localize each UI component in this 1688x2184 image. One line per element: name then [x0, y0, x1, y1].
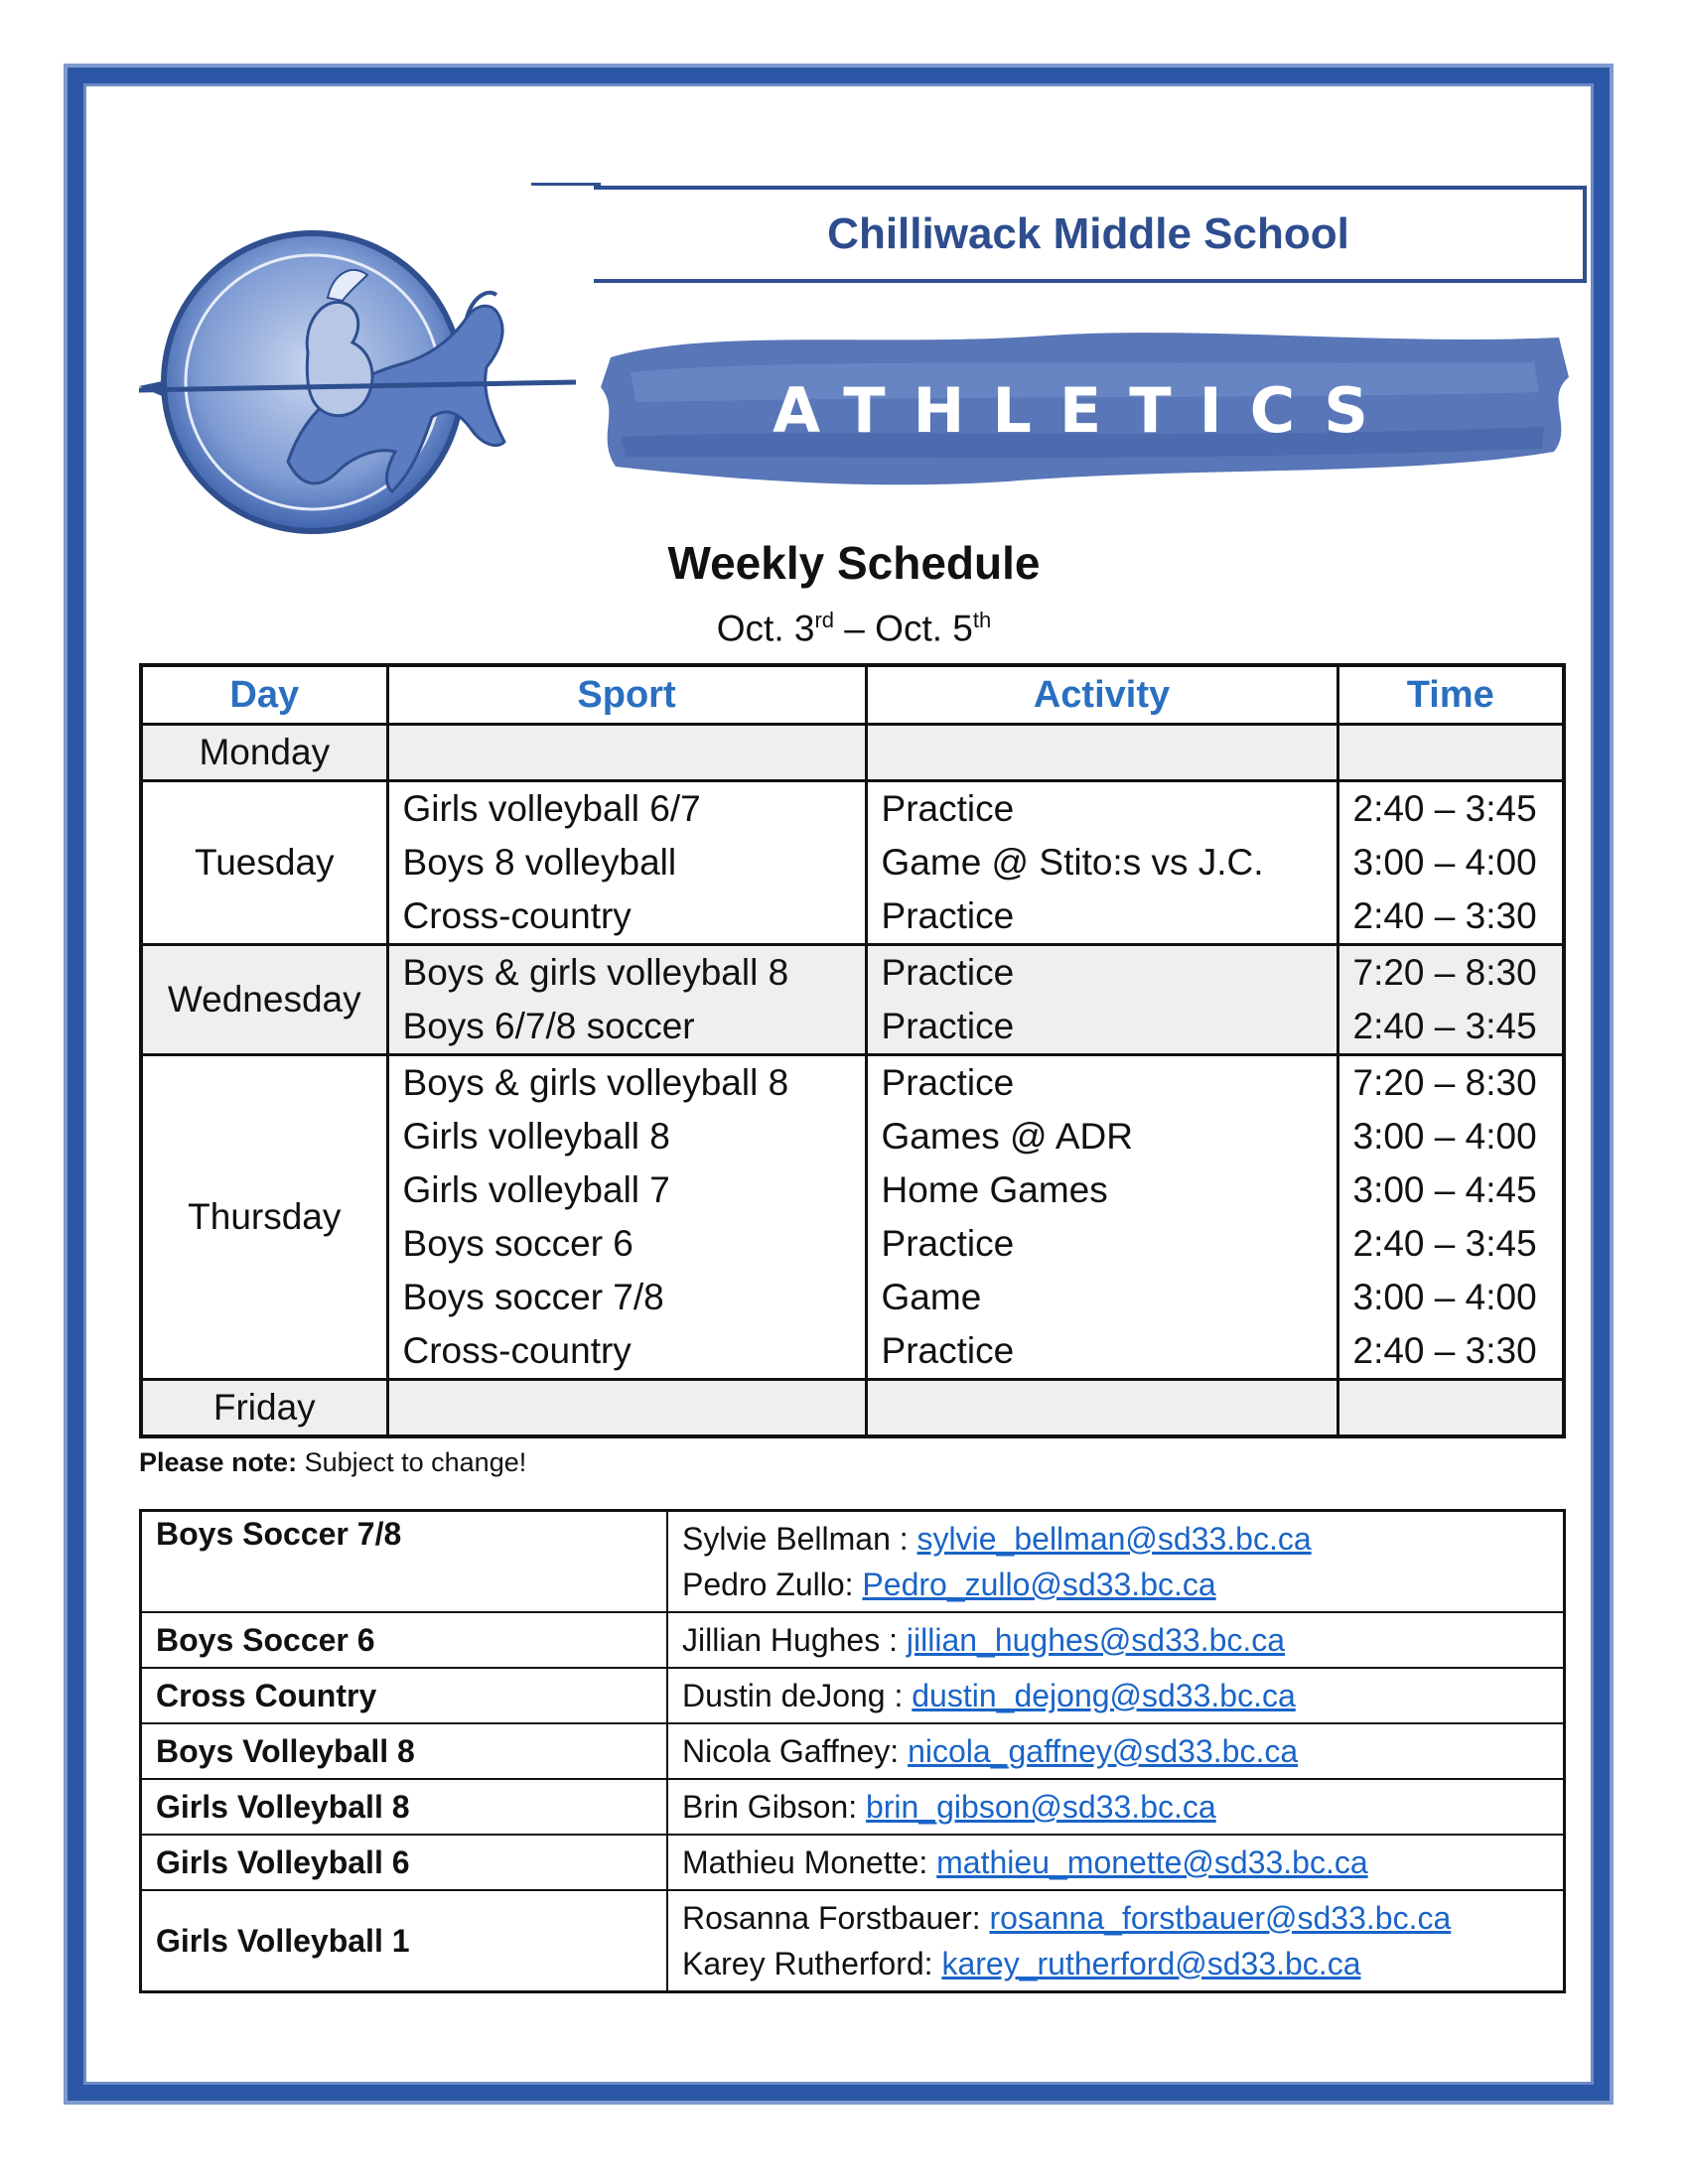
activity-label: Practice	[881, 952, 1015, 993]
activity-label: Home Games	[881, 1169, 1108, 1210]
sport-label: Boys 6/7/8 soccer	[402, 1006, 695, 1046]
coach-contacts	[667, 1612, 1565, 1668]
school-name-box	[594, 186, 1587, 283]
activity-label: Practice	[881, 1062, 1015, 1103]
time-label: 3:00 – 4:00	[1352, 1116, 1537, 1157]
coach-name: Sylvie Bellman :	[682, 1521, 917, 1557]
sport-label: Girls volleyball 7	[402, 1169, 670, 1210]
sport-label: Boys & girls volleyball 8	[402, 952, 789, 993]
coach-contacts	[667, 1890, 1565, 1992]
time-label: 3:00 – 4:45	[1352, 1169, 1537, 1210]
coach-email-link[interactable]: sylvie_bellman@sd33.bc.ca	[916, 1521, 1312, 1557]
team-name: Boys Volleyball 8	[141, 1723, 668, 1779]
schedule-row	[141, 781, 1564, 945]
team-name: Boys Soccer 7/8	[141, 1511, 668, 1613]
sport-cell	[387, 725, 866, 781]
coach-row	[141, 1668, 1565, 1723]
time-label: 7:20 – 8:30	[1352, 952, 1537, 993]
activity-cell	[866, 725, 1337, 781]
team-name: Boys Soccer 6	[141, 1612, 668, 1668]
coach-entry	[682, 1617, 1549, 1663]
team-name: Girls Volleyball 8	[141, 1779, 668, 1835]
header-time: Time	[1337, 665, 1564, 725]
coach-entry	[682, 1941, 1549, 1986]
coach-name: Pedro Zullo:	[682, 1567, 863, 1602]
sport-label: Boys 8 volleyball	[402, 842, 677, 883]
day-cell	[141, 945, 387, 1055]
sport-label: Boys soccer 6	[402, 1223, 633, 1264]
schedule-table	[139, 663, 1566, 1438]
coach-row	[141, 1612, 1565, 1668]
coach-name: Jillian Hughes :	[682, 1622, 907, 1658]
activity-label: Practice	[881, 788, 1015, 829]
schedule-row	[141, 1380, 1564, 1437]
knight-logo-icon	[139, 204, 576, 541]
time-label: 2:40 – 3:30	[1352, 1330, 1537, 1371]
header-sport: Sport	[387, 665, 866, 725]
sport-label: Girls volleyball 8	[402, 1116, 670, 1157]
day-cell	[141, 1380, 387, 1437]
time-cell	[1337, 1055, 1564, 1380]
coach-contacts	[667, 1723, 1565, 1779]
time-cell	[1337, 725, 1564, 781]
activity-label: Practice	[881, 1223, 1015, 1264]
time-label: 3:00 – 4:00	[1352, 842, 1537, 883]
coach-contacts	[667, 1511, 1565, 1613]
schedule-note	[139, 1447, 526, 1478]
activity-label: Practice	[881, 1006, 1015, 1046]
day-cell	[141, 725, 387, 781]
schedule-row	[141, 1055, 1564, 1380]
sport-label: Cross-country	[402, 1330, 632, 1371]
coach-entry	[682, 1895, 1549, 1941]
day-label: Monday	[199, 732, 331, 772]
coach-name: Karey Rutherford:	[682, 1946, 942, 1981]
coach-row	[141, 1890, 1565, 1992]
header-day: Day	[141, 665, 387, 725]
coach-row	[141, 1779, 1565, 1835]
coach-name: Mathieu Monette:	[682, 1844, 937, 1880]
coach-entry	[682, 1840, 1549, 1885]
activity-cell	[866, 945, 1337, 1055]
activity-cell	[866, 781, 1337, 945]
coach-contacts	[667, 1835, 1565, 1890]
schedule-title: Weekly Schedule	[667, 537, 1041, 589]
team-name: Cross Country	[141, 1668, 668, 1723]
athletics-text: ATHLETICS	[773, 374, 1396, 447]
day-label: Tuesday	[194, 842, 335, 883]
schedule-row	[141, 725, 1564, 781]
activity-cell	[866, 1055, 1337, 1380]
day-label: Friday	[212, 1387, 316, 1428]
time-cell	[1337, 1380, 1564, 1437]
sport-cell	[387, 781, 866, 945]
coach-contacts	[667, 1668, 1565, 1723]
sport-label: Boys soccer 7/8	[402, 1277, 664, 1317]
schedule-dates: Oct. 3rd – Oct. 5th	[716, 608, 992, 649]
time-label: 2:40 – 3:45	[1352, 1223, 1537, 1264]
coach-name: Brin Gibson:	[682, 1789, 866, 1825]
activity-label: Game	[881, 1277, 982, 1317]
coach-email-link[interactable]: rosanna_forstbauer@sd33.bc.ca	[989, 1900, 1452, 1936]
activity-cell	[866, 1380, 1337, 1437]
time-cell	[1337, 781, 1564, 945]
team-name: Girls Volleyball 1	[141, 1890, 668, 1992]
day-label: Wednesday	[167, 979, 361, 1020]
time-label: 3:00 – 4:00	[1352, 1277, 1537, 1317]
time-label: 2:40 – 3:45	[1352, 788, 1537, 829]
time-cell	[1337, 945, 1564, 1055]
team-name: Girls Volleyball 6	[141, 1835, 668, 1890]
note-label: Please note:	[139, 1447, 298, 1477]
coach-entry	[682, 1516, 1549, 1562]
sport-cell	[387, 1380, 866, 1437]
sport-label: Girls volleyball 6/7	[402, 788, 701, 829]
sport-cell	[387, 945, 866, 1055]
coach-email-link[interactable]: dustin_dejong@sd33.bc.ca	[912, 1678, 1296, 1713]
activity-label: Practice	[881, 1330, 1015, 1371]
schedule-header-row	[141, 665, 1564, 725]
athletics-banner	[591, 318, 1579, 496]
coach-email-link[interactable]: jillian_hughes@sd33.bc.ca	[906, 1622, 1286, 1658]
day-cell	[141, 1055, 387, 1380]
coach-name: Dustin deJong :	[682, 1678, 913, 1713]
coach-email-link[interactable]: brin_gibson@sd33.bc.ca	[865, 1789, 1216, 1825]
coach-row	[141, 1511, 1565, 1613]
note-text: Subject to change!	[297, 1447, 527, 1477]
time-label: 2:40 – 3:30	[1352, 895, 1537, 936]
coach-name: Nicola Gaffney:	[682, 1733, 909, 1769]
activity-label: Games @ ADR	[881, 1116, 1133, 1157]
coach-entry	[682, 1728, 1549, 1774]
schedule-row	[141, 945, 1564, 1055]
sport-label: Boys & girls volleyball 8	[402, 1062, 789, 1103]
day-cell	[141, 781, 387, 945]
coach-email-link[interactable]: karey_rutherford@sd33.bc.ca	[941, 1946, 1361, 1981]
coach-row	[141, 1835, 1565, 1890]
coach-email-link[interactable]: mathieu_monette@sd33.bc.ca	[936, 1844, 1368, 1880]
coach-entry	[682, 1562, 1549, 1607]
school-name: Chilliwack Middle School	[827, 209, 1349, 258]
coach-entry	[682, 1673, 1549, 1718]
day-label: Thursday	[188, 1196, 342, 1237]
coach-email-link[interactable]: Pedro_zullo@sd33.bc.ca	[862, 1567, 1216, 1602]
activity-label: Practice	[881, 895, 1015, 936]
coach-name: Rosanna Forstbauer:	[682, 1900, 990, 1936]
coach-contacts-table	[139, 1509, 1566, 1993]
sport-cell	[387, 1055, 866, 1380]
coach-contacts	[667, 1779, 1565, 1835]
coach-row	[141, 1723, 1565, 1779]
title-accent-line	[531, 183, 601, 186]
time-label: 2:40 – 3:45	[1352, 1006, 1537, 1046]
header-activity: Activity	[866, 665, 1337, 725]
activity-label: Game @ Stito:s vs J.C.	[881, 842, 1264, 883]
sport-label: Cross-country	[402, 895, 632, 936]
coach-entry	[682, 1784, 1549, 1830]
time-label: 7:20 – 8:30	[1352, 1062, 1537, 1103]
coach-email-link[interactable]: nicola_gaffney@sd33.bc.ca	[908, 1733, 1299, 1769]
